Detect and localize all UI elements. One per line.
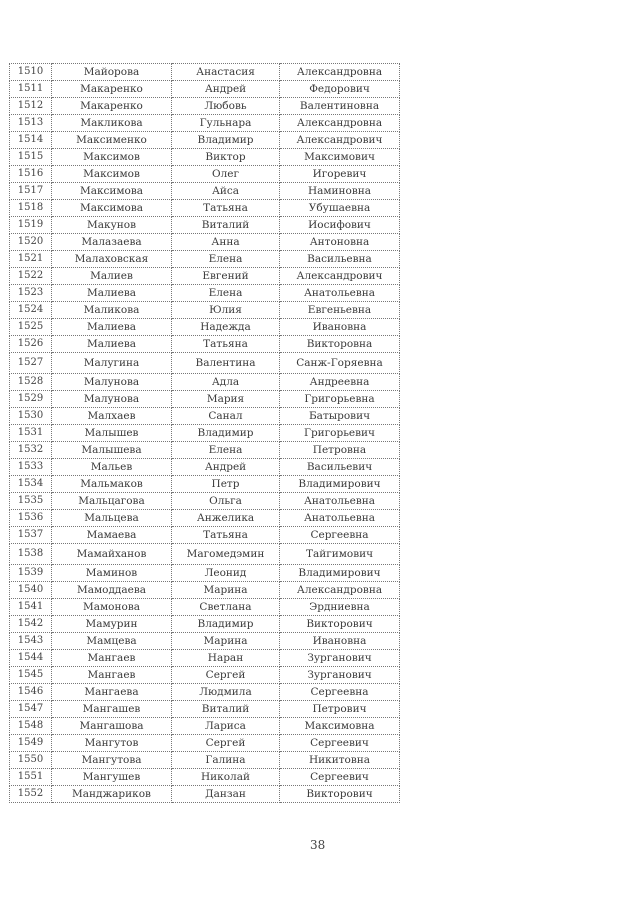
row-number: 1528: [10, 374, 52, 391]
row-number: 1522: [10, 268, 52, 285]
patronymic-cell: Викторовна: [280, 336, 400, 353]
row-number: 1524: [10, 302, 52, 319]
table-row: [10, 234, 400, 251]
first-name-cell: Сергей: [172, 667, 280, 684]
table-row: [10, 115, 400, 132]
patronymic-cell: Петровна: [280, 442, 400, 459]
table-row: [10, 752, 400, 769]
row-number: 1512: [10, 98, 52, 115]
first-name-cell: Лариса: [172, 718, 280, 735]
first-name-cell: Сергей: [172, 735, 280, 752]
patronymic-cell: Владимирович: [280, 476, 400, 493]
surname-cell: Мангашова: [52, 718, 172, 735]
row-number: 1529: [10, 391, 52, 408]
patronymic-cell: Зурганович: [280, 667, 400, 684]
patronymic-cell: Ивановна: [280, 319, 400, 336]
table-row: [10, 183, 400, 200]
table-row: [10, 200, 400, 217]
surname-cell: Мальмаков: [52, 476, 172, 493]
surname-cell: Мамайханов: [52, 544, 172, 565]
surname-cell: Малунова: [52, 374, 172, 391]
surname-cell: Мангутов: [52, 735, 172, 752]
table-row: [10, 217, 400, 234]
surname-cell: Макликова: [52, 115, 172, 132]
table-row: [10, 527, 400, 544]
patronymic-cell: Петрович: [280, 701, 400, 718]
row-number: 1549: [10, 735, 52, 752]
first-name-cell: Леонид: [172, 565, 280, 582]
surname-cell: Мамаева: [52, 527, 172, 544]
table-row: [10, 476, 400, 493]
table-row: [10, 684, 400, 701]
page-number: 38: [310, 838, 326, 852]
row-number: 1545: [10, 667, 52, 684]
table-row: [10, 353, 400, 374]
first-name-cell: Виктор: [172, 149, 280, 166]
first-name-cell: Светлана: [172, 599, 280, 616]
row-number: 1517: [10, 183, 52, 200]
row-number: 1518: [10, 200, 52, 217]
surname-cell: Малазаева: [52, 234, 172, 251]
row-number: 1510: [10, 64, 52, 81]
patronymic-cell: Тайгимович: [280, 544, 400, 565]
patronymic-cell: Зурганович: [280, 650, 400, 667]
first-name-cell: Андрей: [172, 81, 280, 98]
first-name-cell: Николай: [172, 769, 280, 786]
row-number: 1531: [10, 425, 52, 442]
patronymic-cell: Викторович: [280, 786, 400, 803]
first-name-cell: Владимир: [172, 132, 280, 149]
first-name-cell: Мария: [172, 391, 280, 408]
first-name-cell: Данзан: [172, 786, 280, 803]
table-row: [10, 442, 400, 459]
row-number: 1536: [10, 510, 52, 527]
patronymic-cell: Валентиновна: [280, 98, 400, 115]
surname-cell: Маминов: [52, 565, 172, 582]
row-number: 1530: [10, 408, 52, 425]
surname-cell: Максимов: [52, 149, 172, 166]
patronymic-cell: Игоревич: [280, 166, 400, 183]
surname-cell: Мальцева: [52, 510, 172, 527]
patronymic-cell: Санж-Горяевна: [280, 353, 400, 374]
table-row: [10, 132, 400, 149]
row-number: 1552: [10, 786, 52, 803]
patronymic-cell: Александровна: [280, 115, 400, 132]
row-number: 1544: [10, 650, 52, 667]
patronymic-cell: Сергеевич: [280, 735, 400, 752]
table-row: [10, 786, 400, 803]
patronymic-cell: Сергеевна: [280, 527, 400, 544]
surname-cell: Малунова: [52, 391, 172, 408]
patronymic-cell: Иосифович: [280, 217, 400, 234]
row-number: 1538: [10, 544, 52, 565]
patronymic-cell: Сергеевич: [280, 769, 400, 786]
surname-cell: Мамцева: [52, 633, 172, 650]
first-name-cell: Галина: [172, 752, 280, 769]
first-name-cell: Татьяна: [172, 527, 280, 544]
row-number: 1515: [10, 149, 52, 166]
table-row: [10, 582, 400, 599]
first-name-cell: Анжелика: [172, 510, 280, 527]
patronymic-cell: Максимович: [280, 149, 400, 166]
first-name-cell: Магомедэмин: [172, 544, 280, 565]
row-number: 1523: [10, 285, 52, 302]
patronymic-cell: Васильевич: [280, 459, 400, 476]
table-row: [10, 735, 400, 752]
table-row: [10, 374, 400, 391]
first-name-cell: Любовь: [172, 98, 280, 115]
table-row: [10, 81, 400, 98]
surname-cell: Максименко: [52, 132, 172, 149]
row-number: 1520: [10, 234, 52, 251]
patronymic-cell: Ивановна: [280, 633, 400, 650]
surname-cell: Макунов: [52, 217, 172, 234]
table-row: [10, 565, 400, 582]
row-number: 1534: [10, 476, 52, 493]
surname-cell: Мамонова: [52, 599, 172, 616]
row-number: 1514: [10, 132, 52, 149]
surname-cell: Малаховская: [52, 251, 172, 268]
row-number: 1542: [10, 616, 52, 633]
surname-cell: Мангутова: [52, 752, 172, 769]
patronymic-cell: Эрдниевна: [280, 599, 400, 616]
row-number: 1551: [10, 769, 52, 786]
table-row: [10, 510, 400, 527]
row-number: 1511: [10, 81, 52, 98]
row-number: 1532: [10, 442, 52, 459]
surname-cell: Майорова: [52, 64, 172, 81]
first-name-cell: Олег: [172, 166, 280, 183]
surname-cell: Мангаев: [52, 650, 172, 667]
row-number: 1525: [10, 319, 52, 336]
first-name-cell: Анна: [172, 234, 280, 251]
patronymic-cell: Викторович: [280, 616, 400, 633]
row-number: 1547: [10, 701, 52, 718]
surname-cell: Мальев: [52, 459, 172, 476]
table-row: [10, 769, 400, 786]
first-name-cell: Юлия: [172, 302, 280, 319]
table-row: [10, 701, 400, 718]
surname-cell: Малышева: [52, 442, 172, 459]
patronymic-cell: Владимирович: [280, 565, 400, 582]
row-number: 1519: [10, 217, 52, 234]
first-name-cell: Марина: [172, 633, 280, 650]
table-row: [10, 166, 400, 183]
row-number: 1533: [10, 459, 52, 476]
table-row: [10, 633, 400, 650]
patronymic-cell: Максимовна: [280, 718, 400, 735]
patronymic-cell: Александрович: [280, 132, 400, 149]
first-name-cell: Елена: [172, 442, 280, 459]
patronymic-cell: Сергеевна: [280, 684, 400, 701]
first-name-cell: Ольга: [172, 493, 280, 510]
row-number: 1546: [10, 684, 52, 701]
patronymic-cell: Григорьевна: [280, 391, 400, 408]
patronymic-cell: Анатольевна: [280, 285, 400, 302]
table-row: [10, 667, 400, 684]
row-number: 1540: [10, 582, 52, 599]
table-row: [10, 285, 400, 302]
patronymic-cell: Никитовна: [280, 752, 400, 769]
first-name-cell: Надежда: [172, 319, 280, 336]
first-name-cell: Гульнара: [172, 115, 280, 132]
surname-cell: Малхаев: [52, 408, 172, 425]
registry-table-body: [10, 64, 400, 803]
row-number: 1527: [10, 353, 52, 374]
surname-cell: Мангаева: [52, 684, 172, 701]
table-row: [10, 650, 400, 667]
first-name-cell: Елена: [172, 251, 280, 268]
surname-cell: Малиев: [52, 268, 172, 285]
surname-cell: Малышев: [52, 425, 172, 442]
table-row: [10, 544, 400, 565]
first-name-cell: Евгений: [172, 268, 280, 285]
surname-cell: Маликова: [52, 302, 172, 319]
patronymic-cell: Александрович: [280, 268, 400, 285]
table-row: [10, 149, 400, 166]
first-name-cell: Людмила: [172, 684, 280, 701]
patronymic-cell: Александровна: [280, 64, 400, 81]
surname-cell: Макаренко: [52, 81, 172, 98]
table-row: [10, 425, 400, 442]
row-number: 1535: [10, 493, 52, 510]
patronymic-cell: Григорьевич: [280, 425, 400, 442]
first-name-cell: Айса: [172, 183, 280, 200]
patronymic-cell: Федорович: [280, 81, 400, 98]
first-name-cell: Татьяна: [172, 200, 280, 217]
registry-table: [9, 63, 400, 803]
patronymic-cell: Антоновна: [280, 234, 400, 251]
first-name-cell: Петр: [172, 476, 280, 493]
first-name-cell: Елена: [172, 285, 280, 302]
row-number: 1537: [10, 527, 52, 544]
surname-cell: Мангушев: [52, 769, 172, 786]
table-row: [10, 268, 400, 285]
table-row: [10, 98, 400, 115]
table-row: [10, 408, 400, 425]
row-number: 1550: [10, 752, 52, 769]
patronymic-cell: Васильевна: [280, 251, 400, 268]
surname-cell: Мальцагова: [52, 493, 172, 510]
first-name-cell: Андрей: [172, 459, 280, 476]
table-row: [10, 251, 400, 268]
first-name-cell: Татьяна: [172, 336, 280, 353]
row-number: 1521: [10, 251, 52, 268]
surname-cell: Макаренко: [52, 98, 172, 115]
surname-cell: Максимов: [52, 166, 172, 183]
table-row: [10, 718, 400, 735]
first-name-cell: Владимир: [172, 616, 280, 633]
surname-cell: Максимова: [52, 183, 172, 200]
row-number: 1541: [10, 599, 52, 616]
table-row: [10, 302, 400, 319]
patronymic-cell: Убушаевна: [280, 200, 400, 217]
patronymic-cell: Наминовна: [280, 183, 400, 200]
surname-cell: Мангашев: [52, 701, 172, 718]
table-row: [10, 493, 400, 510]
table-row: [10, 599, 400, 616]
row-number: 1526: [10, 336, 52, 353]
first-name-cell: Наран: [172, 650, 280, 667]
first-name-cell: Виталий: [172, 217, 280, 234]
row-number: 1548: [10, 718, 52, 735]
table-row: [10, 459, 400, 476]
patronymic-cell: Анатольевна: [280, 493, 400, 510]
first-name-cell: Валентина: [172, 353, 280, 374]
table-row: [10, 319, 400, 336]
table-row: [10, 336, 400, 353]
surname-cell: Мангаев: [52, 667, 172, 684]
first-name-cell: Марина: [172, 582, 280, 599]
row-number: 1513: [10, 115, 52, 132]
patronymic-cell: Андреевна: [280, 374, 400, 391]
surname-cell: Максимова: [52, 200, 172, 217]
patronymic-cell: Евгеньевна: [280, 302, 400, 319]
table-row: [10, 616, 400, 633]
patronymic-cell: Александровна: [280, 582, 400, 599]
surname-cell: Мамоддаева: [52, 582, 172, 599]
first-name-cell: Адла: [172, 374, 280, 391]
surname-cell: Малиева: [52, 319, 172, 336]
patronymic-cell: Анатольевна: [280, 510, 400, 527]
first-name-cell: Виталий: [172, 701, 280, 718]
surname-cell: Малугина: [52, 353, 172, 374]
first-name-cell: Владимир: [172, 425, 280, 442]
surname-cell: Малиева: [52, 285, 172, 302]
row-number: 1543: [10, 633, 52, 650]
row-number: 1539: [10, 565, 52, 582]
table-row: [10, 64, 400, 81]
surname-cell: Малиева: [52, 336, 172, 353]
patronymic-cell: Батырович: [280, 408, 400, 425]
first-name-cell: Анастасия: [172, 64, 280, 81]
first-name-cell: Санал: [172, 408, 280, 425]
surname-cell: Манджариков: [52, 786, 172, 803]
table-row: [10, 391, 400, 408]
surname-cell: Мамурин: [52, 616, 172, 633]
row-number: 1516: [10, 166, 52, 183]
